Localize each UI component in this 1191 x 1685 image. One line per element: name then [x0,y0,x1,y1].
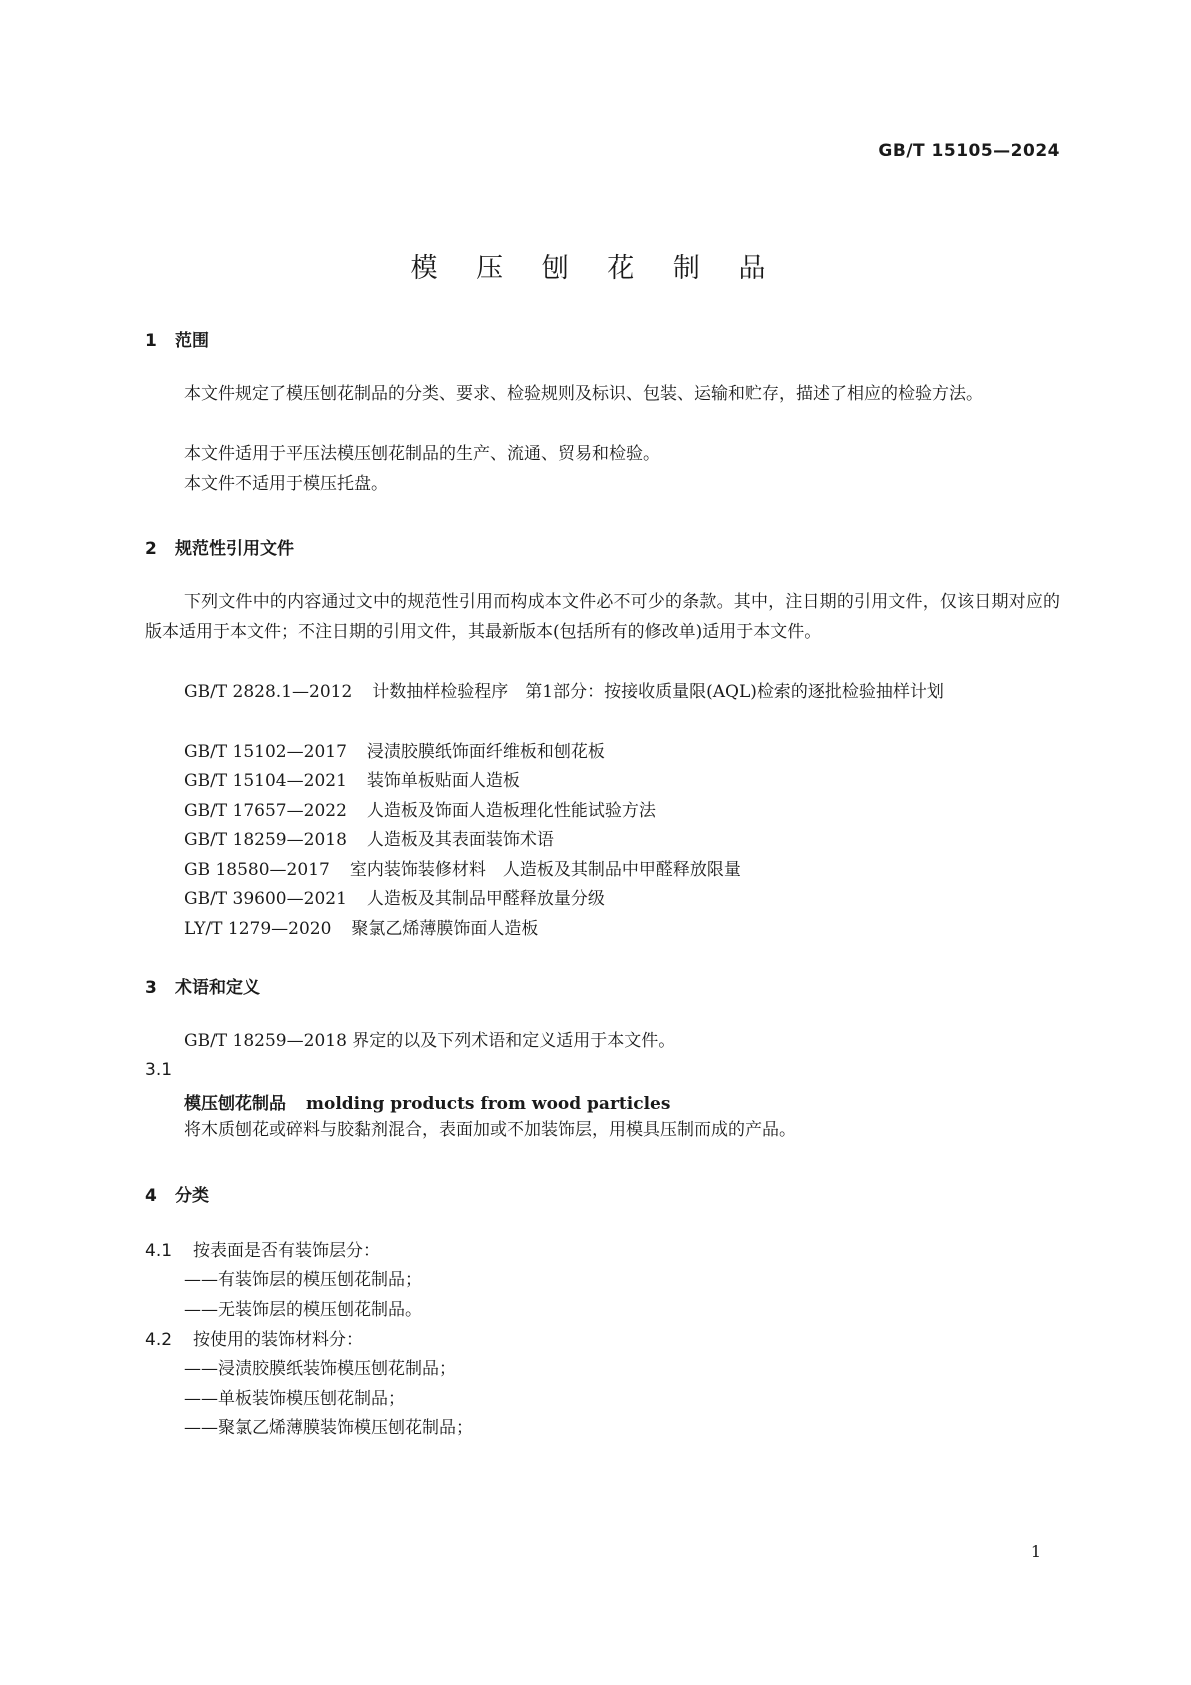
term-number: 3.1 [145,1060,173,1080]
section-1-heading [145,326,209,351]
clause-4-2 [145,1325,363,1350]
list-item: ——浸渍胶膜纸装饰模压刨花制品； [184,1359,456,1379]
reference-item [184,855,741,880]
clause-text: 按使用的装饰材料分： [193,1330,363,1350]
standard-code: GB/T 15105—2024 [878,141,1060,161]
reference-item [184,825,554,850]
reference-title: 聚氯乙烯薄膜饰面人造板 [351,919,539,939]
reference-item [184,914,538,939]
reference-title: 装饰单板贴面人造板 [366,771,520,791]
section-3-heading [145,973,260,998]
term-entry [184,1089,670,1114]
term-chinese: 模压刨花制品 [184,1094,286,1114]
section-number: 1 [145,331,157,351]
section-title: 术语和定义 [175,978,260,998]
document-title: 模 压 刨 花 制 品 [410,253,781,284]
reference-item [184,884,605,909]
list-item: ——有装饰层的模压刨花制品； [184,1270,422,1290]
reference-code: GB/T 39600—2021 [184,889,347,909]
section-title: 范围 [175,331,209,351]
reference-code: GB/T 15104—2021 [184,771,347,791]
section-4-heading [145,1181,209,1206]
reference-item [145,677,1060,707]
clause-text: 按表面是否有装饰层分： [193,1241,380,1261]
reference-code: GB/T 15102—2017 [184,742,347,762]
reference-title: 人造板及其制品甲醛释放量分级 [366,889,605,909]
list-item: ——聚氯乙烯薄膜装饰模压刨花制品； [184,1418,473,1438]
clause-number: 4.2 [145,1330,173,1350]
reference-item [184,766,520,791]
list-item: ——无装饰层的模压刨花制品。 [184,1300,422,1320]
reference-code: LY/T 1279—2020 [184,919,332,939]
section-2-heading [145,534,294,559]
section-number: 2 [145,539,157,559]
page-number: 1 [1030,1542,1041,1561]
section-title: 规范性引用文件 [175,539,294,559]
list-item: ——单板装饰模压刨花制品； [184,1389,405,1409]
reference-title: 室内装饰装修材料 人造板及其制品中甲醛释放限量 [349,860,741,880]
reference-title: 计数抽样检验程序 第1部分：按接收质量限(AQL)检索的逐批检验抽样计划 [372,682,944,702]
reference-item [184,737,605,762]
term-definition: 将木质刨花或碎料与胶黏剂混合，表面加或不加装饰层，用模具压制而成的产品。 [184,1120,796,1140]
section-title: 分类 [175,1186,209,1206]
reference-title: 人造板及饰面人造板理化性能试验方法 [366,801,656,821]
section-number: 3 [145,978,157,998]
paragraph: 本文件规定了模压刨花制品的分类、要求、检验规则及标识、包装、运输和贮存，描述了相应的检验方法。 [184,384,983,404]
reference-title: 浸渍胶膜纸饰面纤维板和刨花板 [366,742,605,762]
reference-code: GB/T 2828.1—2012 [184,682,353,702]
reference-code: GB 18580—2017 [184,860,330,880]
reference-item [184,796,656,821]
paragraph: GB/T 18259—2018 界定的以及下列术语和定义适用于本文件。 [184,1031,676,1051]
clause-4-1 [145,1236,380,1261]
reference-code: GB/T 17657—2022 [184,801,347,821]
reference-code: GB/T 18259—2018 [184,830,347,850]
section-number: 4 [145,1186,157,1206]
clause-number: 4.1 [145,1241,173,1261]
reference-title: 人造板及其表面装饰术语 [366,830,554,850]
term-english: molding products from wood particles [306,1094,671,1114]
paragraph: 本文件不适用于模压托盘。 [184,474,388,494]
paragraph: 本文件适用于平压法模压刨花制品的生产、流通、贸易和检验。 [184,444,660,464]
paragraph: 下列文件中的内容通过文中的规范性引用而构成本文件必不可少的条款。其中，注日期的引用文件，仅该日期对应的版本适用于本文件；不注日期的引用文件，其最新版本(包括所有的修改单)适用于本文件。 [145,592,1060,642]
